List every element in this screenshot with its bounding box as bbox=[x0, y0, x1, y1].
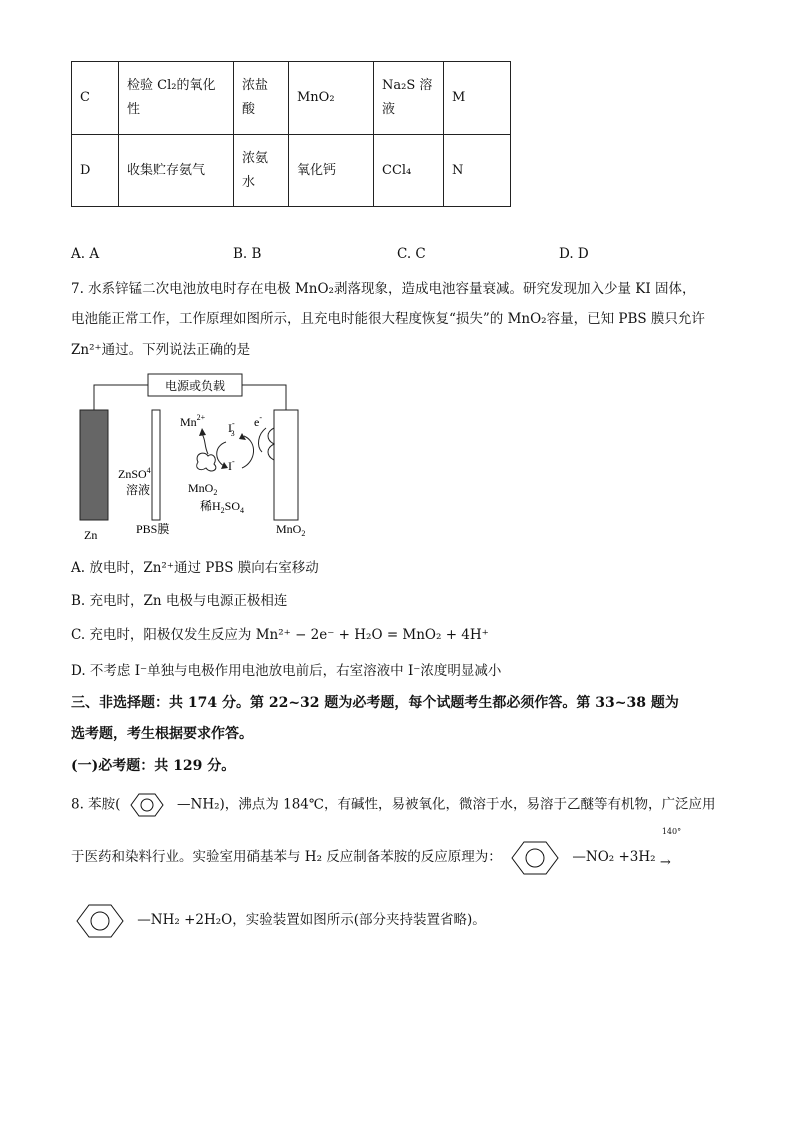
arrow-e bbox=[259, 428, 266, 452]
reaction-arrow-icon: → bbox=[659, 855, 671, 870]
znso4-label: ZnSO$^4$ bbox=[118, 466, 151, 481]
benzene-ring-icon bbox=[71, 901, 133, 941]
section3-line1: 三、非选择题：共 174 分。第 22~32 题为必考题，每个试题考生都必须作答。第 33~38 题为 bbox=[71, 695, 679, 711]
zn-electrode bbox=[80, 410, 108, 520]
mn2-label: $Mn^{2+}$ bbox=[180, 413, 206, 429]
table-cell: CCl₄ bbox=[374, 135, 444, 207]
battery-diagram bbox=[70, 370, 330, 548]
zn-label: Zn bbox=[84, 528, 98, 542]
table-cell: Na₂S 溶液 bbox=[374, 62, 444, 135]
table-cell: 收集贮存氨气 bbox=[119, 135, 234, 207]
section3-line2: 选考题，考生根据要求作答。 bbox=[71, 726, 253, 742]
q7-option-d: D. 不考虑 I⁻单独与电极作用电池放电前后，右室溶液中 I⁻浓度明显减小 bbox=[71, 663, 502, 679]
q8-line3 bbox=[71, 898, 486, 942]
q8-line1 bbox=[71, 792, 715, 818]
arrowhead-mn2 bbox=[199, 428, 206, 436]
table-cell: N bbox=[444, 135, 511, 207]
choice-b: B. B bbox=[233, 246, 262, 262]
table-row bbox=[72, 62, 511, 135]
wire-left bbox=[94, 385, 148, 410]
i-minus-label: I- bbox=[228, 457, 235, 473]
benzene-ring-icon bbox=[506, 838, 568, 878]
q8-line2-b: —NO₂ +3H₂ bbox=[572, 849, 656, 865]
table-cell: 浓盐酸 bbox=[234, 62, 289, 135]
choice-d: D. D bbox=[559, 246, 589, 262]
choice-c: C. C bbox=[397, 246, 426, 262]
q8-line3-text: —NH₂ +2H₂O，实验装置如图所示(部分夹持装置省略)。 bbox=[137, 912, 486, 928]
mno2-particle-label: MnO$_2$ bbox=[188, 481, 218, 497]
q8-line2 bbox=[71, 827, 682, 879]
q7-line1: 7. 水系锌锰二次电池放电时存在电极 MnO₂剥落现象，造成电池容量衰减。研究发现加入少量 KI 固体， bbox=[71, 281, 696, 297]
arrow-to-mn2 bbox=[202, 434, 208, 454]
table-cell: M bbox=[444, 62, 511, 135]
znso4-solution-label: 溶液 bbox=[126, 483, 151, 497]
table-row bbox=[72, 135, 511, 207]
pbs-membrane bbox=[152, 410, 160, 520]
acid-label: 稀$H_2SO_4$ bbox=[200, 499, 245, 515]
e-label: e- bbox=[254, 413, 262, 429]
electrode-surface bbox=[268, 428, 274, 460]
particle-blob bbox=[197, 453, 216, 471]
i3-label: I-3 bbox=[228, 419, 235, 438]
q8-line1-a: 8. 苯胺( bbox=[71, 796, 121, 813]
q7-option-a: A. 放电时，Zn²⁺通过 PBS 膜向右室移动 bbox=[71, 560, 319, 576]
q7-option-c: C. 充电时，阳极仅发生反应为 Mn²⁺ − 2e⁻ + H₂O = MnO₂ + 4H⁺ bbox=[71, 627, 489, 643]
table-cell: D bbox=[72, 135, 119, 207]
q8-line1-b: —NH₂)，沸点为 184℃，有碱性，易被氧化，微溶于水，易溶于乙醚等有机物，广泛应用 bbox=[177, 796, 716, 813]
q7-line2: 电池能正常工作，工作原理如图所示，且充电时能很大程度恢复“损失”的 MnO₂容量，已知 PBS 膜只允许 bbox=[71, 311, 705, 327]
arrowhead-i bbox=[221, 462, 228, 469]
reagent-table bbox=[71, 61, 511, 207]
q7-option-b: B. 充电时，Zn 电极与电源正极相连 bbox=[71, 593, 288, 609]
table-cell: 浓氨水 bbox=[234, 135, 289, 207]
section3-sub: (一)必考题：共 129 分。 bbox=[71, 758, 236, 774]
table-cell: 氧化钙 bbox=[289, 135, 374, 207]
q7-line3: Zn²⁺通过。下列说法正确的是 bbox=[71, 342, 251, 358]
membrane-label: PBS膜 bbox=[136, 522, 170, 536]
table-cell: 检验 Cl₂的氧化性 bbox=[119, 62, 234, 135]
choice-a: A. A bbox=[71, 246, 100, 262]
benzene-ring-icon bbox=[125, 792, 173, 818]
arrow-i-to-i3 bbox=[242, 436, 254, 468]
mno2-electrode bbox=[274, 410, 298, 520]
mno2-electrode-label: MnO$_2$ bbox=[276, 522, 306, 538]
table-cell: MnO₂ bbox=[289, 62, 374, 135]
table-cell: C bbox=[72, 62, 119, 135]
reaction-condition: 140° → bbox=[660, 845, 682, 861]
q6-choices bbox=[71, 246, 631, 266]
wire-right bbox=[242, 385, 286, 410]
q8-line2-text: 于医药和染料行业。实验室用硝基苯与 H₂ 反应制备苯胺的反应原理为： bbox=[71, 849, 502, 865]
power-box-label: 电源或负载 bbox=[164, 379, 226, 393]
arrow-i3-to-i bbox=[217, 442, 226, 466]
